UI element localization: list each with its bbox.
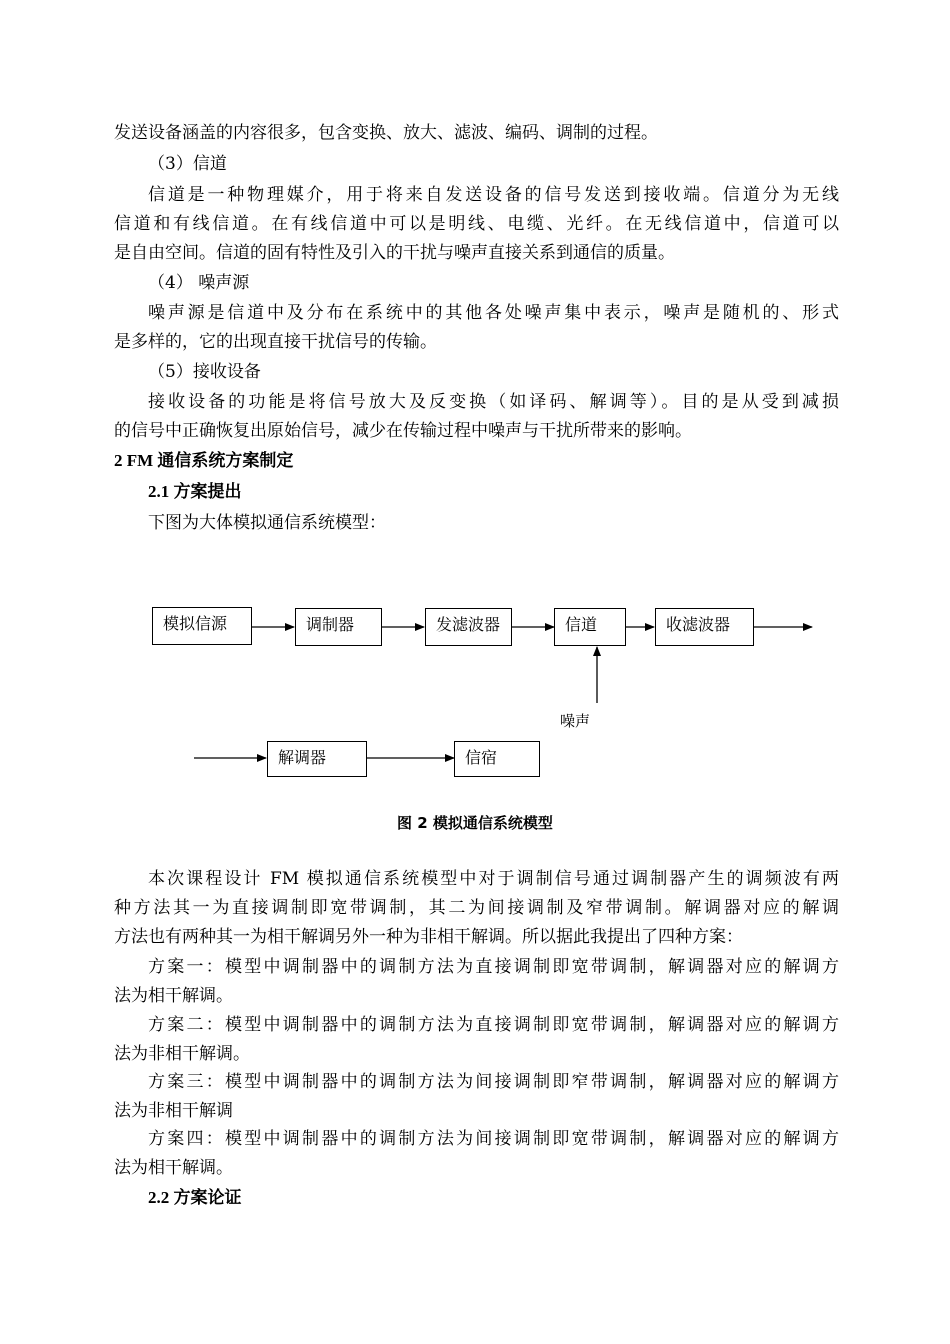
plan-four-line2: 法为相干解调。 xyxy=(114,1158,233,1178)
figure-caption: 图 2 模拟通信系统模型 xyxy=(397,814,553,832)
paragraph-noise-line1: 噪声源是信道中及分布在系统中的其他各处噪声集中表示，噪声是随机的、形式 xyxy=(148,303,839,323)
block-tx-filter: 发滤波器 xyxy=(425,608,512,646)
paragraph-design-line2: 种方法其一为直接调制即宽带调制，其二为间接调制及窄带调制。解调器对应的解调 xyxy=(114,898,839,918)
plan-four-line1: 方案四：模型中调制器中的调制方法为间接调制即宽带调制，解调器对应的解调方 xyxy=(148,1129,839,1149)
paragraph-transmitter-end: 发送设备涵盖的内容很多，包含变换、放大、滤波、编码、调制的过程。 xyxy=(114,123,658,143)
section-heading-2: 2 FM 通信系统方案制定 xyxy=(114,451,294,470)
paragraph-design-line3: 方法也有两种其一为相干解调另外一种为非相干解调。所以据此我提出了四种方案： xyxy=(114,927,743,947)
paragraph-channel-line1: 信道是一种物理媒介，用于将来自发送设备的信号发送到接收端。信道分为无线 xyxy=(148,185,839,205)
plan-three-line2: 法为非相干解调 xyxy=(114,1101,233,1121)
section-heading-2-1: 2.1 方案提出 xyxy=(148,482,242,501)
block-channel: 信道 xyxy=(554,608,626,646)
plan-one-line1: 方案一：模型中调制器中的调制方法为直接调制即宽带调制，解调器对应的解调方 xyxy=(148,957,839,977)
paragraph-channel-line2: 信道和有线信道。在有线信道中可以是明线、电缆、光纤。在无线信道中，信道可以 xyxy=(114,214,839,234)
section-heading-2-2: 2.2 方案论证 xyxy=(148,1188,242,1207)
paragraph-receiver-line2: 的信号中正确恢复出原始信号，减少在传输过程中噪声与干扰所带来的影响。 xyxy=(114,421,692,441)
plan-two-line2: 法为非相干解调。 xyxy=(114,1044,250,1064)
paragraph-noise-line2: 是多样的，它的出现直接干扰信号的传输。 xyxy=(114,332,437,352)
heading-noise-source: （4） 噪声源 xyxy=(148,273,250,293)
block-demodulator: 解调器 xyxy=(267,741,367,777)
label-noise: 噪声 xyxy=(560,712,591,730)
paragraph-design-line1: 本次课程设计 FM 模拟通信系统模型中对于调制信号通过调制器产生的调频波有两 xyxy=(148,869,839,889)
block-sink: 信宿 xyxy=(454,741,540,777)
paragraph-channel-line3: 是自由空间。信道的固有特性及引入的干扰与噪声直接关系到通信的质量。 xyxy=(114,243,675,263)
plan-three-line1: 方案三：模型中调制器中的调制方法为间接调制即窄带调制，解调器对应的解调方 xyxy=(148,1072,839,1092)
block-modulator: 调制器 xyxy=(295,608,382,646)
block-analog-source: 模拟信源 xyxy=(152,607,252,645)
heading-receiver: （5）接收设备 xyxy=(148,362,261,382)
heading-channel: （3）信道 xyxy=(148,154,227,174)
paragraph-diagram-intro: 下图为大体模拟通信系统模型： xyxy=(148,513,386,533)
plan-one-line2: 法为相干解调。 xyxy=(114,986,233,1006)
paragraph-receiver-line1: 接收设备的功能是将信号放大及反变换（如译码、解调等）。目的是从受到减损 xyxy=(148,392,839,412)
plan-two-line1: 方案二：模型中调制器中的调制方法为直接调制即宽带调制，解调器对应的解调方 xyxy=(148,1015,839,1035)
block-rx-filter: 收滤波器 xyxy=(655,608,754,646)
